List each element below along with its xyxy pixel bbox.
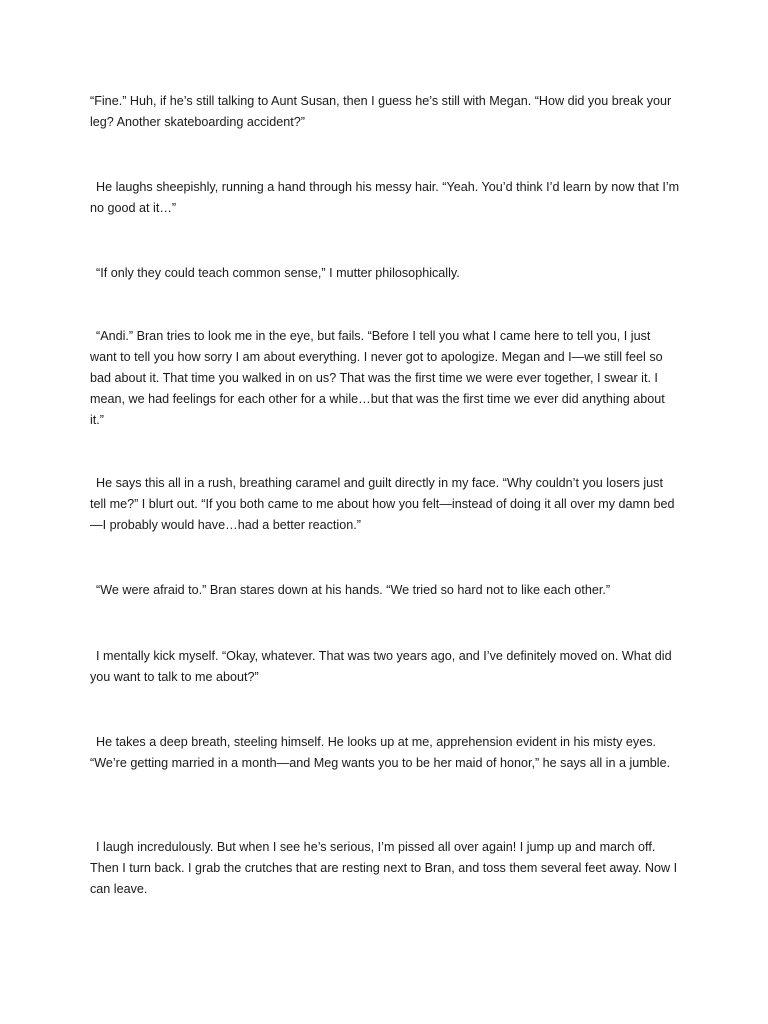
paragraph-9: I laugh incredulously. But when I see he’s serious, I’m pissed all over again! I jump up and march off. Then I turn back. I grab the crutches that are resting next to Bran, and toss them several feet away. Now I can leave. [90, 840, 678, 896]
paragraph-1: “Fine.” Huh, if he’s still talking to Aunt Susan, then I guess he’s still with Megan. “How did you break your leg? Another skateboarding accident?” [90, 94, 672, 129]
paragraph-8: He takes a deep breath, steeling himself. He looks up at me, apprehension evident in his misty eyes. “We’re getting married in a month—and Meg wants you to be her maid of honor,” he says all in a jumble. [90, 735, 671, 770]
paragraph-5: He says this all in a rush, breathing caramel and guilt directly in my face. “Why couldn’t you losers just tell me?” I blurt out. “If you both came to me about how you felt—instead of doing it all over my damn bed—I probably would have…had a better reaction.” [90, 476, 675, 532]
paragraph-7: I mentally kick myself. “Okay, whatever. That was two years ago, and I’ve definitely moved on. What did you want to talk to me about?” [90, 649, 672, 684]
paragraph-2: He laughs sheepishly, running a hand through his messy hair. “Yeah. You’d think I’d learn by now that I’m no good at it…” [90, 180, 680, 215]
paragraph-3: “If only they could teach common sense,” I mutter philosophically. [96, 266, 460, 280]
paragraph-6: “We were afraid to.” Bran stares down at his hands. “We tried so hard not to like each other.” [96, 583, 611, 597]
paragraph-4: “Andi.” Bran tries to look me in the eye, but fails. “Before I tell you what I came here to tell you, I just want to tell you how sorry I am about everything. I never got to apologize. Megan and I—we still feel so bad about it. That time you walked in on us? That was the first time we were ever together, I swear it. I mean, we had feelings for each other for a while…but that was the first time we ever did anything about it.” [90, 329, 665, 427]
